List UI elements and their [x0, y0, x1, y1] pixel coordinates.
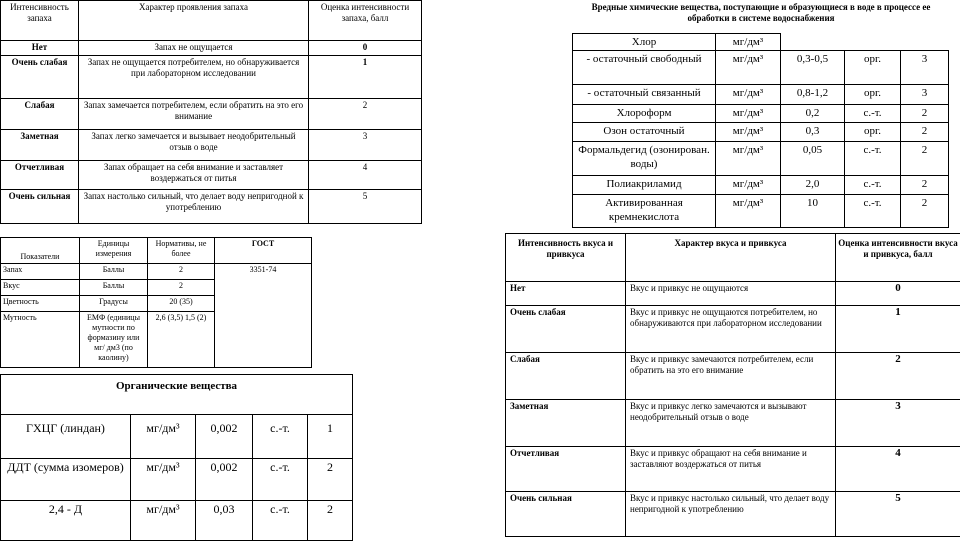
odor-level: Очень слабая	[1, 56, 79, 99]
chem-value: 0,3	[781, 123, 845, 142]
chem-sign: орг.	[845, 123, 901, 142]
organic-unit: мг/дм³	[131, 459, 196, 501]
odor-score: 2	[309, 99, 422, 130]
chem-value: 10	[781, 195, 845, 228]
chem-name: Формальдегид (озонирован. воды)	[573, 142, 716, 176]
chem-name: Хлороформ	[573, 105, 716, 123]
odor-header-level: Интенсивность запаха	[1, 1, 79, 41]
chem-value: 0,3-0,5	[781, 51, 845, 85]
taste-table	[505, 233, 960, 537]
table-row	[573, 51, 949, 85]
taste-desc: Вкус и привкус настолько сильный, что делает воду непригодной к употреблению	[626, 492, 836, 537]
taste-desc: Вкус и привкус не ощущаются потребителем, но обнаруживаются при лабораторном исследовании	[626, 306, 836, 353]
taste-level: Очень слабая	[506, 306, 626, 353]
organic-value: 0,002	[196, 415, 253, 459]
table-row	[573, 85, 949, 105]
organo-unit: Баллы	[80, 280, 148, 296]
chem-class	[901, 34, 949, 51]
organo-unit: ЕМФ (единицы мутности по формазину или мг/ дм3 (по каолину)	[80, 312, 148, 368]
taste-level: Слабая	[506, 353, 626, 400]
chem-class: 2	[901, 105, 949, 123]
odor-desc: Запах не ощущается	[79, 41, 309, 56]
organo-header-unit: Единицы измерения	[80, 238, 148, 264]
table-row	[506, 447, 960, 492]
organo-header-gost: ГОСТ	[215, 238, 312, 264]
odor-level: Нет	[1, 41, 79, 56]
organo-unit: Градусы	[80, 296, 148, 312]
odor-header-desc: Характер проявления запаха	[79, 1, 309, 41]
chem-sign	[845, 34, 901, 51]
chem-name: - остаточный свободный	[573, 51, 716, 85]
table-row	[1, 41, 422, 56]
chem-value: 0,8-1,2	[781, 85, 845, 105]
chem-value: 0,2	[781, 105, 845, 123]
chem-name: Полиакриламид	[573, 176, 716, 195]
odor-score: 4	[309, 161, 422, 190]
taste-score: 5	[836, 492, 960, 537]
odor-table	[0, 0, 422, 224]
organo-unit: Баллы	[80, 264, 148, 280]
taste-level: Нет	[506, 282, 626, 306]
organo-header-norm: Нормативы, не более	[148, 238, 215, 264]
chemicals-title: Вредные химические вещества, поступающие и образующиеся в воде в процессе ее обработки в системе водоснабжения	[572, 2, 950, 24]
table-row	[573, 142, 949, 176]
chem-unit: мг/дм³	[716, 34, 781, 51]
chem-class: 2	[901, 123, 949, 142]
table-row	[506, 400, 960, 447]
chem-unit: мг/дм³	[716, 142, 781, 176]
odor-score: 3	[309, 130, 422, 161]
table-row	[1, 161, 422, 190]
organic-name: ГХЦГ (линдан)	[1, 415, 131, 459]
chem-name: Активированная кремнекислота	[573, 195, 716, 228]
table-row	[506, 492, 960, 537]
taste-level: Заметная	[506, 400, 626, 447]
table-row	[573, 105, 949, 123]
table-row	[573, 34, 949, 51]
chem-sign: орг.	[845, 51, 901, 85]
organo-name: Цветность	[1, 296, 80, 312]
chem-name: - остаточный связанный	[573, 85, 716, 105]
table-row	[1, 459, 353, 501]
organo-norm: 20 (35)	[148, 296, 215, 312]
organo-name: Мутность	[1, 312, 80, 368]
organo-norm: 2	[148, 280, 215, 296]
chem-unit: мг/дм³	[716, 195, 781, 228]
organic-table	[0, 374, 353, 541]
odor-score: 0	[309, 41, 422, 56]
table-row	[1, 415, 353, 459]
chem-sign: с.-т.	[845, 195, 901, 228]
organic-class: 2	[308, 501, 353, 541]
chem-value: 2,0	[781, 176, 845, 195]
odor-desc: Запах обращает на себя внимание и заставляет воздержаться от питья	[79, 161, 309, 190]
chem-value: 0,05	[781, 142, 845, 176]
chem-class: 2	[901, 195, 949, 228]
odor-level: Заметная	[1, 130, 79, 161]
chem-class: 2	[901, 176, 949, 195]
organic-sign: с.-т.	[253, 501, 308, 541]
organic-unit: мг/дм³	[131, 501, 196, 541]
chem-name: Хлор	[573, 34, 716, 51]
table-row	[1, 56, 422, 99]
table-row	[573, 123, 949, 142]
chem-sign: орг.	[845, 85, 901, 105]
table-row	[1, 130, 422, 161]
organo-header-name: Показатели	[1, 238, 80, 264]
odor-level: Очень сильная	[1, 190, 79, 224]
odor-desc: Запах замечается потребителем, если обратить на это его внимание	[79, 99, 309, 130]
organo-gost: 3351-74	[215, 264, 312, 368]
taste-header-score: Оценка интенсивности вкуса и привкуса, балл	[836, 234, 960, 282]
odor-score: 5	[309, 190, 422, 224]
organic-class: 1	[308, 415, 353, 459]
chem-sign: с.-т.	[845, 142, 901, 176]
taste-header-desc: Характер вкуса и привкуса	[626, 234, 836, 282]
odor-header-score: Оценка интенсивности запаха, балл	[309, 1, 422, 41]
table-row	[1, 190, 422, 224]
taste-score: 2	[836, 353, 960, 400]
taste-level: Очень сильная	[506, 492, 626, 537]
chem-name: Озон остаточный	[573, 123, 716, 142]
organo-name: Вкус	[1, 280, 80, 296]
odor-desc: Запах настолько сильный, что делает воду непригодной к употреблению	[79, 190, 309, 224]
table-row	[573, 195, 949, 228]
odor-desc: Запах легко замечается и вызывает неодобрительный отзыв о воде	[79, 130, 309, 161]
table-row	[573, 176, 949, 195]
table-row	[1, 264, 312, 280]
chemicals-table	[572, 33, 949, 228]
organic-unit: мг/дм³	[131, 415, 196, 459]
taste-score: 3	[836, 400, 960, 447]
organic-sign: с.-т.	[253, 459, 308, 501]
organo-norm: 2,6 (3,5) 1,5 (2)	[148, 312, 215, 368]
chem-sign: с.-т.	[845, 105, 901, 123]
organo-norm: 2	[148, 264, 215, 280]
taste-score: 1	[836, 306, 960, 353]
organic-name: 2,4 - Д	[1, 501, 131, 541]
organic-name: ДДТ (сумма изомеров)	[1, 459, 131, 501]
odor-level: Отчетливая	[1, 161, 79, 190]
organic-class: 2	[308, 459, 353, 501]
chem-sign: с.-т.	[845, 176, 901, 195]
organoleptic-table	[0, 237, 312, 368]
chem-value	[781, 34, 845, 51]
table-row	[1, 501, 353, 541]
chem-unit: мг/дм³	[716, 105, 781, 123]
chem-class: 3	[901, 51, 949, 85]
taste-desc: Вкус и привкус не ощущаются	[626, 282, 836, 306]
organic-title: Органические вещества	[1, 375, 353, 415]
odor-score: 1	[309, 56, 422, 99]
table-row	[506, 306, 960, 353]
taste-desc: Вкус и привкус легко замечаются и вызывают неодобрительный отзыв о воде	[626, 400, 836, 447]
organo-name: Запах	[1, 264, 80, 280]
chem-class: 3	[901, 85, 949, 105]
table-row	[1, 99, 422, 130]
table-row	[506, 353, 960, 400]
taste-desc: Вкус и привкус обращают на себя внимание и заставляют воздержаться от питья	[626, 447, 836, 492]
chem-unit: мг/дм³	[716, 85, 781, 105]
taste-score: 4	[836, 447, 960, 492]
taste-level: Отчетливая	[506, 447, 626, 492]
taste-header-level: Интенсивность вкуса и привкуса	[506, 234, 626, 282]
chem-class: 2	[901, 142, 949, 176]
chem-unit: мг/дм³	[716, 51, 781, 85]
chem-unit: мг/дм³	[716, 176, 781, 195]
organic-sign: с.-т.	[253, 415, 308, 459]
table-row	[506, 282, 960, 306]
taste-score: 0	[836, 282, 960, 306]
organic-value: 0,03	[196, 501, 253, 541]
odor-level: Слабая	[1, 99, 79, 130]
organic-value: 0,002	[196, 459, 253, 501]
odor-desc: Запах не ощущается потребителем, но обнаруживается при лабораторном исследовании	[79, 56, 309, 99]
chem-unit: мг/дм³	[716, 123, 781, 142]
taste-desc: Вкус и привкус замечаются потребителем, если обратить на это его внимание	[626, 353, 836, 400]
